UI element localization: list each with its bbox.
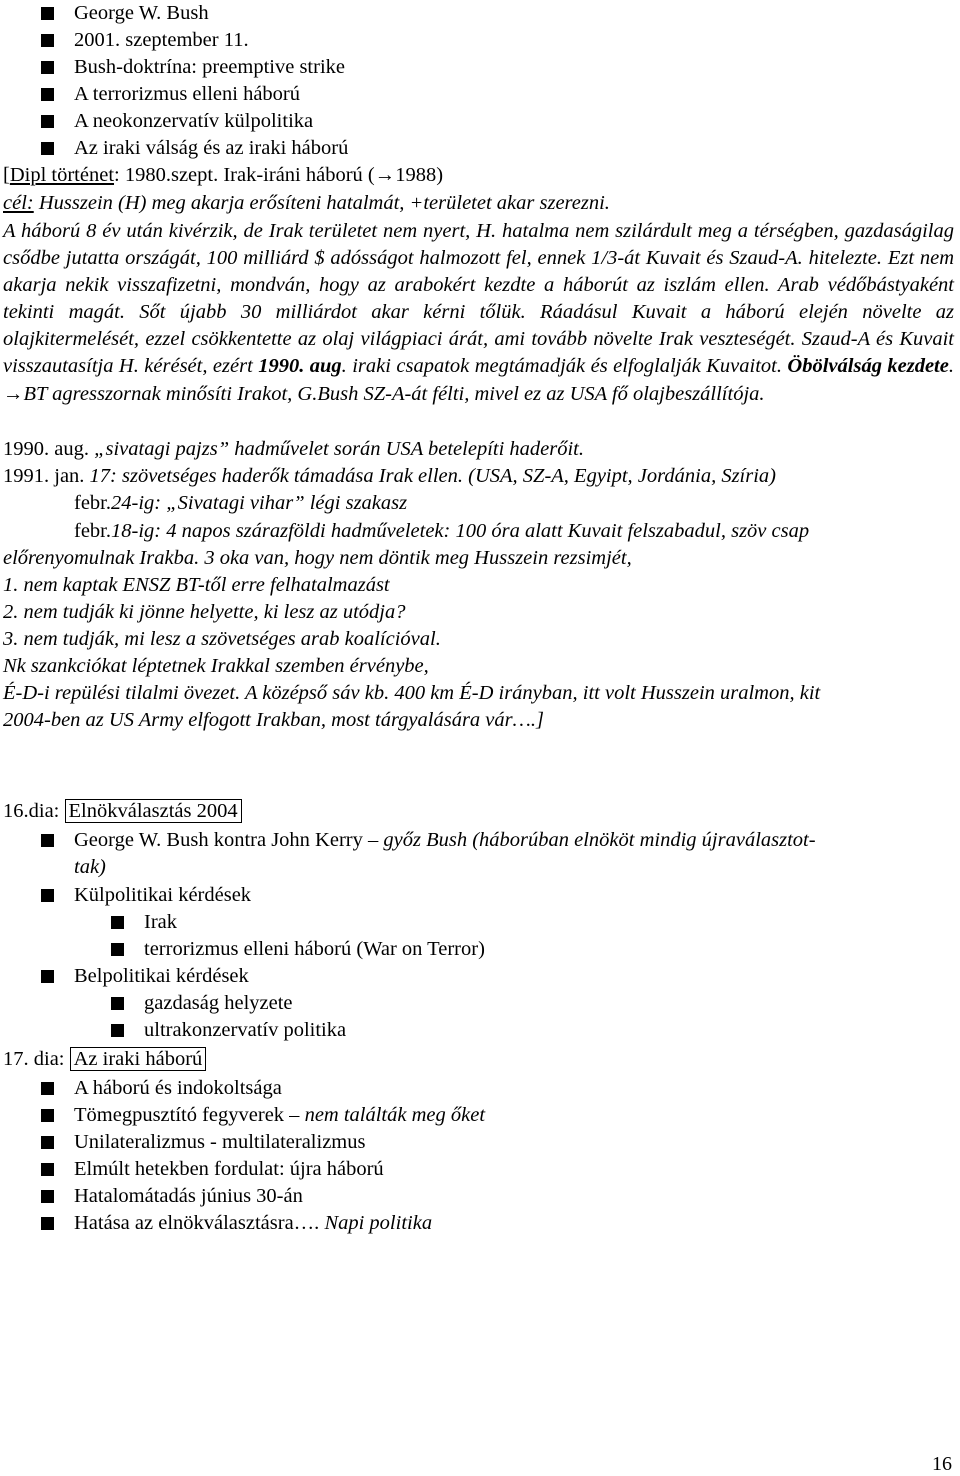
bullet-item: 2001. szeptember 11. xyxy=(74,29,249,51)
line-us-army: 2004-ben az US Army elfogott Irakban, most tárgyalására vár….] xyxy=(3,709,544,731)
bullet-item: A neokonzervatív külpolitika xyxy=(74,110,314,132)
bush-kerry-line-cont: tak) xyxy=(74,856,106,878)
bold-date: 1990. aug xyxy=(258,355,342,378)
sub-bullet-item: gazdaság helyzete xyxy=(144,992,293,1014)
bullet-square-icon xyxy=(41,88,54,101)
bush-kerry-line: George W. Bush kontra John Kerry – győz Bush (háborúban elnököt mindig újraválasztot- xyxy=(74,829,816,851)
goal-label: cél: xyxy=(3,192,34,214)
dipl-label: Dipl történet xyxy=(9,164,115,186)
reason-2: 2. nem tudják ki jönne helyette, ki lesz az utódja? xyxy=(3,601,406,623)
bullet-item: Elmúlt hetekben fordulat: újra háború xyxy=(74,1158,384,1180)
page-number: 16 xyxy=(932,1453,952,1475)
bullet-item: George W. Bush xyxy=(74,2,209,24)
bullet-item: Belpolitikai kérdések xyxy=(74,965,249,987)
bullet-item: Az iraki válság és az iraki háború xyxy=(74,137,349,159)
dipl-history-line: [Dipl történet: 1980.szept. Irak-iráni háború (→1988) xyxy=(3,164,444,186)
bullet-square-icon xyxy=(41,7,54,20)
bullet-square-icon xyxy=(41,970,54,983)
bullet-square-icon xyxy=(41,1082,54,1095)
line-febr-24: febr.24-ig: „Sivatagi vihar” légi szakasz xyxy=(74,492,408,514)
bullet-item: A terrorizmus elleni háború xyxy=(74,83,301,105)
bullet-square-icon xyxy=(41,34,54,47)
slide-16-title: Elnökválasztás 2004 xyxy=(65,799,242,823)
bullet-item: Unilateralizmus - multilateralizmus xyxy=(74,1131,366,1153)
bullet-item: Hatalomátadás június 30-án xyxy=(74,1185,303,1207)
bullet-item: Bush-doktrína: preemptive strike xyxy=(74,56,345,78)
bullet-item: Hatása az elnökválasztásra…. Napi politika xyxy=(74,1212,433,1234)
bullet-item: Tömegpusztító fegyverek – nem találták meg őket xyxy=(74,1104,486,1126)
sub-bullet-item: terrorizmus elleni háború (War on Terror) xyxy=(144,938,485,960)
bullet-square-icon xyxy=(111,943,124,956)
line-advance: előrenyomulnak Irakba. 3 oka van, hogy nem döntik meg Husszein rezsimjét, xyxy=(3,547,632,569)
goal-line: cél: Husszein (H) meg akarja erősíteni hatalmát, +területet akar szerezni. xyxy=(3,192,610,214)
line-febr-18: febr.18-ig: 4 napos szárazföldi hadműveletek: 100 óra alatt Kuvait felszabadul, szöv csap xyxy=(74,520,810,542)
bullet-square-icon xyxy=(41,61,54,74)
arrow-icon: → xyxy=(3,382,24,405)
slide-17-title: Az iraki háború xyxy=(70,1047,207,1071)
line-sanctions: Nk szankciókat léptetnek Irakkal szemben érvénybe, xyxy=(3,655,429,677)
bullet-item: Külpolitikai kérdések xyxy=(74,884,252,906)
reason-1: 1. nem kaptak ENSZ BT-től erre felhatalmazást xyxy=(3,574,390,596)
line-no-fly-zone: É-D-i repülési tilalmi övezet. A középső sáv kb. 400 km É-D irányban, itt volt Husszein uralmon, kit xyxy=(3,682,821,704)
bullet-square-icon xyxy=(41,1217,54,1230)
sub-bullet-item: Irak xyxy=(144,911,178,933)
reason-3: 3. nem tudják, mi lesz a szövetséges arab koalícióval. xyxy=(3,628,441,650)
bold-crisis-start: Öbölválság kezdete xyxy=(787,355,949,378)
bullet-square-icon xyxy=(41,1163,54,1176)
bullet-square-icon xyxy=(41,1109,54,1122)
line-1990-aug: 1990. aug. „sivatagi pajzs” hadművelet során USA betelepíti haderőit. xyxy=(3,438,584,460)
bullet-square-icon xyxy=(41,834,54,847)
bullet-square-icon xyxy=(111,997,124,1010)
body-paragraph: A háború 8 év után kivérzik, de Irak területet nem nyert, H. hatalma nem szilárdult meg a térségben, gazdaságilag csődbe jutatta országát, 100 milliárd $ adósságot halmozott fel, ennek 1/3-át Kuvait és Szaud-A. hitelezte. Ezt nem akarja nekik visszafizetni, mondván, hogy az arabokért kezdte a háborút az iszlám ellen. Arab védőbástyaként tekinti magát. Sőt újabb 30 milliárdot akar kérni tőlük. Ráadásul Kuvait a háború elején növelte az olajkitermelését, ezzel csökkentette az olaj világpiaci árát, ami tovább növelte Irak veszteségét. Szaud-A és Kuvait visszautasítja H. kérését, ezért 1990. aug. iraki csapatok megtámadják és elfoglalják Kuvaitot. Öbölválság kezdete. →BT agresszornak minősíti Irakot, G.Bush SZ-A-át félti, mivel ez az USA fő olajbeszállítója. xyxy=(3,220,954,405)
sub-bullet-item: ultrakonzervatív politika xyxy=(144,1019,347,1041)
bullet-square-icon xyxy=(41,142,54,155)
slide-17-heading: 17. dia: Az iraki háború xyxy=(3,1046,206,1073)
bullet-square-icon xyxy=(111,916,124,929)
slide-16-heading: 16.dia: Elnökválasztás 2004 xyxy=(3,798,242,825)
bullet-square-icon xyxy=(41,889,54,902)
bullet-square-icon xyxy=(41,1136,54,1149)
bullet-square-icon xyxy=(111,1024,124,1037)
line-1991-jan: 1991. jan. 17: szövetséges haderők támadása Irak ellen. (USA, SZ-A, Egyipt, Jordánia, Szíria) xyxy=(3,465,776,487)
arrow-icon: → xyxy=(374,164,396,186)
bullet-square-icon xyxy=(41,1190,54,1203)
bullet-square-icon xyxy=(41,115,54,128)
bullet-item: A háború és indokoltsága xyxy=(74,1077,282,1099)
